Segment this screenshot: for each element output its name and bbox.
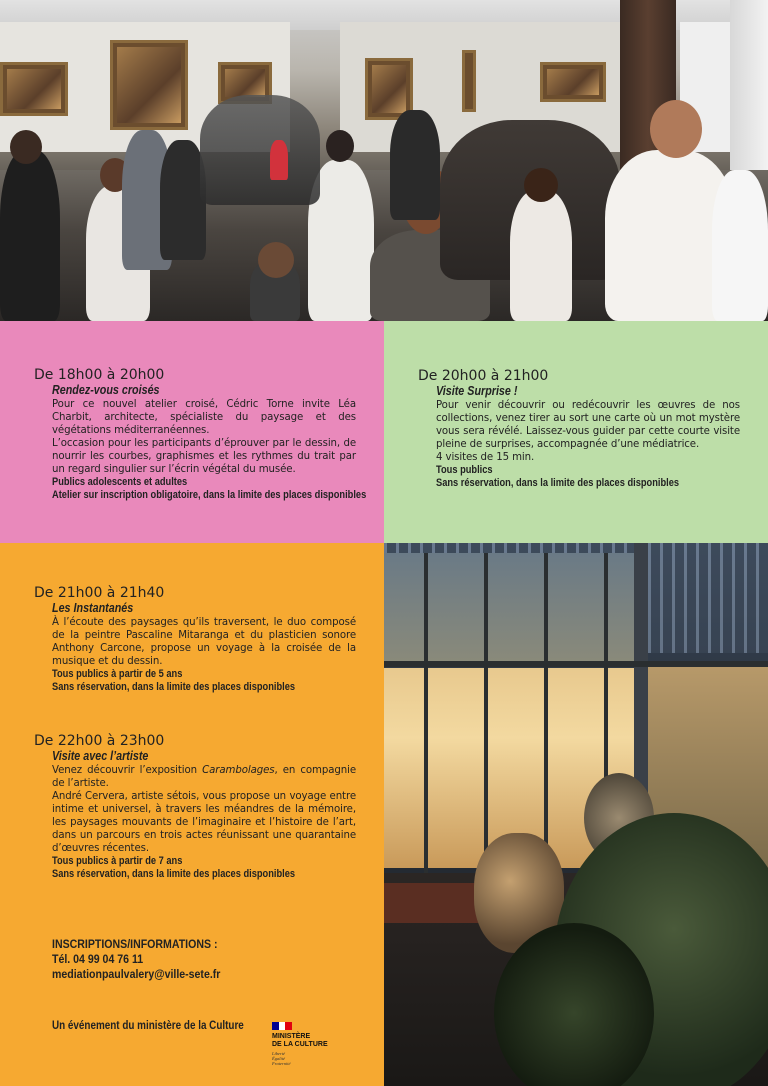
ministry-name <box>272 1033 362 1049</box>
event-description: André Cervera, artiste sétois, vous propose un voyage entre intime et universel, à travers les méandres de la mémoire, les paysages mouvants de l’imaginaire et l’histoire de l’art, dans un parcours en trois actes réunissant une quarantaine d’œuvres récentes. <box>52 791 356 854</box>
facade-transom <box>384 661 768 667</box>
facade-upper-glass <box>384 553 634 663</box>
event-description: Pour ce nouvel atelier croisé, Cédric Torne invite Léa Charbit, architecte, spécialiste du paysage et des végétations méditerranéennes. <box>52 399 356 436</box>
ministry-name-line1: MINISTÈRE <box>272 1033 311 1040</box>
visitor-crowd <box>200 95 320 205</box>
exhibition-name: Carambolages <box>202 765 275 776</box>
painting-frame <box>462 50 476 112</box>
event-title: Les Instantanés <box>52 601 134 615</box>
republic-motto <box>272 1051 362 1066</box>
painting-frame <box>110 40 188 130</box>
event-visite-avec-artiste <box>34 733 356 881</box>
description-tail: , en compagnie de l’artiste. <box>52 765 356 789</box>
event-booking-note: Sans réservation, dans la limite des places disponibles <box>52 681 296 693</box>
event-audience: Tous publics <box>436 464 493 476</box>
event-booking-note: Atelier sur inscription obligatoire, dans la limite des places disponibles <box>52 489 367 501</box>
event-time: De 20h00 à 21h00 <box>418 368 549 384</box>
event-description: À l’écoute des paysages qu’ils traversent, le duo composé de la peintre Pascaline Mitaranga et du plasticien sonore Anthony Carcone, propose un voyage à la croisée de la musique et du dessin. <box>52 617 356 667</box>
gallery-crowd-photo <box>0 0 768 321</box>
event-title: Visite avec l’artiste <box>52 749 149 763</box>
event-panel-pink <box>0 321 384 543</box>
contact-email[interactable]: mediationpaulvalery@ville-sete.fr <box>52 967 221 981</box>
facade-mullion <box>424 553 428 873</box>
event-audience: Tous publics à partir de 5 ans <box>52 668 183 680</box>
contact-block <box>52 937 372 982</box>
visitor-silhouette <box>0 150 60 321</box>
visitor-silhouette <box>712 170 768 321</box>
facade-mullion <box>484 553 488 873</box>
painting-frame <box>0 62 68 116</box>
event-time: De 18h00 à 20h00 <box>34 367 165 383</box>
ministry-name-line2: DE LA CULTURE <box>272 1041 328 1048</box>
event-description: Pour venir découvrir ou redécouvrir les œuvres de nos collections, venez tirer au sort une carte où un mot mystère vous sera révélé. Laissez-vous guider par cette courte visite pleine de surprises, accompagnée d’une médiatrice. <box>436 400 740 450</box>
museum-facade-night-photo <box>384 543 768 1086</box>
visitor-head <box>326 130 354 162</box>
event-description-intro <box>52 764 356 790</box>
event-panel-orange <box>0 543 384 1086</box>
motto-fraternite: Fraternité <box>272 1061 291 1066</box>
event-audience: Tous publics à partir de 7 ans <box>52 855 183 867</box>
ministry-culture-logo <box>272 1022 362 1066</box>
visitor-head <box>524 168 558 202</box>
french-flag-icon <box>272 1022 292 1030</box>
event-audience: Publics adolescents et adultes <box>52 476 188 488</box>
event-panel-green <box>384 321 768 543</box>
visitor-head <box>258 242 294 278</box>
event-visite-surprise <box>418 368 740 490</box>
event-rendez-vous-croises <box>34 367 367 502</box>
facade-mullion <box>544 553 548 873</box>
contact-heading: INSCRIPTIONS/INFORMATIONS : <box>52 937 218 951</box>
visitor-head <box>10 130 42 164</box>
event-title: Rendez-vous croisés <box>52 383 160 397</box>
motto-liberte: Liberté <box>272 1051 285 1056</box>
description-lead: Venez découvrir l’exposition <box>52 765 203 776</box>
footer-event-label: Un événement du ministère de la Culture <box>52 1020 244 1032</box>
motto-egalite: Égalité <box>272 1056 285 1061</box>
visitor-head <box>650 100 702 158</box>
visitor-silhouette <box>510 190 572 321</box>
event-booking-note: Sans réservation, dans la limite des places disponibles <box>436 477 680 489</box>
event-time: De 22h00 à 23h00 <box>34 733 165 749</box>
event-duration: 4 visites de 15 min. <box>436 452 535 463</box>
contact-phone[interactable]: Tél. 04 99 04 76 11 <box>52 952 144 966</box>
visitor-silhouette <box>390 110 440 220</box>
painting-frame <box>540 62 606 102</box>
event-title: Visite Surprise ! <box>436 384 518 398</box>
child-silhouette <box>270 140 288 180</box>
event-description: L’occasion pour les participants d’éprouver par le dessin, de nourrir les courbes, graphismes et les rythmes du trait par un regard singulier sur l’écrin végétal du musée. <box>52 438 356 475</box>
event-les-instantanes <box>34 585 356 694</box>
event-time: De 21h00 à 21h40 <box>34 585 165 601</box>
event-booking-note: Sans réservation, dans la limite des places disponibles <box>52 868 296 880</box>
